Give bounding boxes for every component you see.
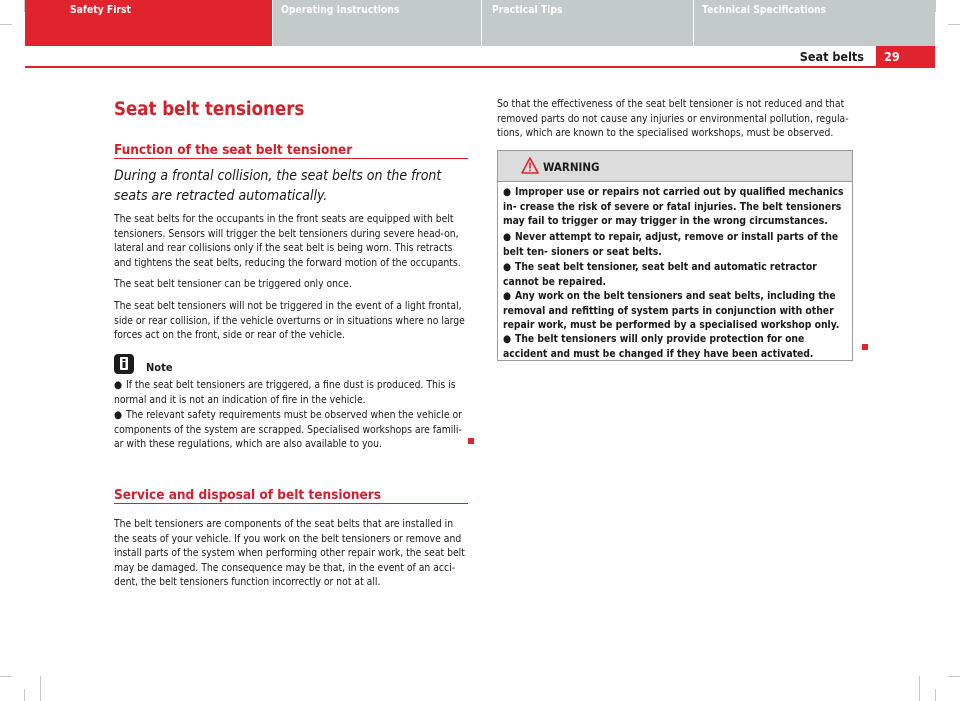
footer-tab-label: Operating Instructions [281, 4, 400, 16]
warning-item [503, 289, 847, 333]
warning-item-text: Never attempt to repair, adjust, remove or install parts of the belt ten‐ sioners or seat belts. [503, 231, 839, 258]
bullet-glyph: ● [114, 409, 123, 421]
intro-paragraph: So that the effectiveness of the seat belt tensioner is not reduced and that removed parts do not cause any injuries or environmental pollution, regula‐ tions, which are known to the specialised workshops, must be observed. [497, 98, 849, 140]
crop-mark [948, 676, 960, 677]
footer-tab-technical-specifications[interactable] [694, 0, 935, 46]
page-title: Seat belt tensioners [114, 99, 305, 120]
warning-item [503, 260, 847, 289]
end-of-section-mark [468, 438, 474, 444]
crop-mark [24, 689, 25, 701]
crop-mark [948, 24, 960, 25]
warning-item-text: The belt tensioners will only provide protection for one accident and must be changed if they have been activated. [503, 333, 814, 360]
crop-mark [40, 676, 41, 701]
section-rule [114, 158, 468, 159]
note-item [114, 378, 468, 407]
footer-tab-label: Technical Specifications [702, 4, 827, 16]
bullet-glyph: ● [503, 290, 512, 302]
page-number: 29 [884, 49, 900, 64]
footer-tab-operating-instructions[interactable] [273, 0, 481, 46]
footer-tab-safety-first[interactable] [25, 0, 272, 46]
bullet-glyph: ● [503, 231, 512, 243]
lead-text: During a frontal collision, the seat belts on the front seats are retracted automatically. [114, 168, 442, 204]
end-of-section-mark [862, 344, 868, 350]
crop-mark [0, 24, 12, 25]
bullet-glyph: ● [503, 186, 512, 198]
note-item-text: If the seat belt tensioners are triggered, a fine dust is produced. This is normal and it is not an indication of fire in the vehicle. [114, 379, 456, 406]
bullet-glyph: ● [503, 333, 512, 345]
crop-mark [0, 676, 12, 677]
section-heading-service: Service and disposal of belt tensioners [114, 487, 381, 503]
warning-item-text: Improper use or repairs not carried out by qualified mechanics in‐ crease the risk of severe or fatal injuries. The belt tensioners may fail to trigger or may trigger in the wrong circumstances. [503, 186, 844, 228]
warning-triangle-icon [521, 157, 539, 178]
paragraph: The seat belt tensioners will not be triggered in the event of a light frontal, side or rear collision, if the vehicle overturns or in situations where no large forces act on the front, side or rear of the vehicle. [114, 300, 465, 342]
paragraph: The seat belt tensioner can be triggered only once. [114, 278, 352, 290]
header-rule [25, 66, 935, 68]
warning-item-text: Any work on the belt tensioners and seat belts, including the removal and refitting of system parts in conjunction with other repair work, must be performed by a specialised workshop only. [503, 290, 840, 332]
warning-header [498, 151, 852, 182]
warning-box [497, 150, 853, 361]
note-item-text: The relevant safety requirements must be observed when the vehicle or components of the system are scrapped. Specialised workshops are famili‐ ar with these regulations, which are also available to you. [114, 409, 462, 451]
section-heading-function: Function of the seat belt tensioner [114, 142, 353, 158]
footer-tab-label: Practical Tips [492, 4, 563, 16]
crop-mark [935, 689, 936, 701]
paragraph: The seat belts for the occupants in the front seats are equipped with belt tensioners. Sensors will trigger the belt tensioners during severe head-on, lateral and rear collisions only if the seat belt is being worn. This retracts and tightens the seat belts, reducing the forward motion of the occupants. [114, 213, 461, 269]
warning-item [503, 185, 847, 229]
footer-tab-label: Safety First [70, 4, 131, 16]
note-item [114, 408, 468, 452]
bullet-glyph: ● [114, 379, 123, 391]
warning-item [503, 230, 847, 259]
paragraph: The belt tensioners are components of the seat belts that are installed in the seats of your vehicle. If you work on the belt tensioners or remove and install parts of the system when performing other repair work, the seat belt may be damaged. The consequence may be that, in the event of an acci‐ dent, the belt tensioners function incorrectly or not at all. [114, 518, 465, 589]
note-info-icon [114, 354, 134, 374]
section-rule [114, 503, 468, 504]
crop-mark [919, 676, 920, 701]
crop-mark [935, 0, 936, 12]
footer-tab-practical-tips[interactable] [482, 0, 693, 46]
bullet-glyph: ● [503, 261, 512, 273]
running-head: Seat belts [799, 49, 864, 64]
note-title: Note [146, 361, 173, 374]
warning-item-text: The seat belt tensioner, seat belt and automatic retractor cannot be repaired. [503, 261, 817, 288]
warning-title: WARNING [543, 160, 600, 174]
warning-item [503, 332, 847, 361]
